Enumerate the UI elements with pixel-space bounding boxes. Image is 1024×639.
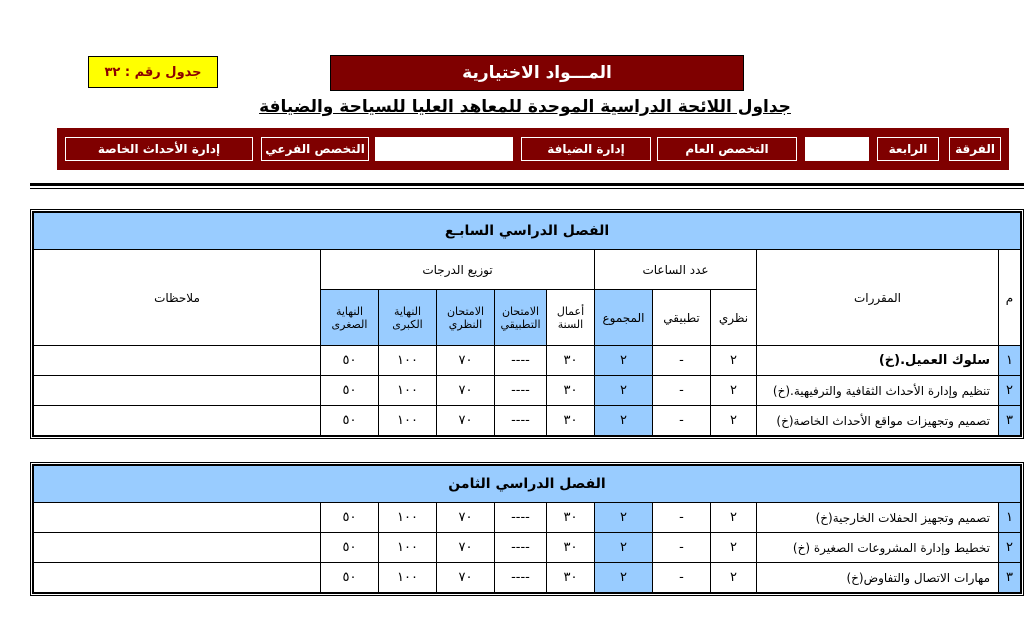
max-final: ١٠٠ — [379, 376, 437, 406]
row-index: ١ — [999, 503, 1021, 533]
col-index: م — [999, 250, 1021, 346]
course-name: تصميم وتجهيزات مواقع الأحداث الخاصة(خ) — [757, 406, 999, 436]
max-final: ١٠٠ — [379, 503, 437, 533]
divider — [30, 183, 1024, 186]
sub-spec-label: التخصص الفرعي — [261, 137, 369, 161]
year-work: ٣٠ — [547, 503, 595, 533]
theory-hours: ٢ — [711, 346, 757, 376]
practical-exam: ---- — [495, 503, 547, 533]
year-work: ٣٠ — [547, 376, 595, 406]
theory-exam: ٧٠ — [437, 406, 495, 436]
practical-hours: - — [653, 376, 711, 406]
semester-title: الفصل الدراسي الثامن — [34, 466, 1021, 503]
sub-spec-value: إدارة الأحداث الخاصة — [65, 137, 253, 161]
total-hours: ٢ — [595, 533, 653, 563]
total-hours: ٢ — [595, 503, 653, 533]
divider — [30, 188, 1024, 189]
col-courses: المقررات — [757, 250, 999, 346]
course-name: سلوك العميل.(خ) — [757, 346, 999, 376]
col-notes: ملاحظات — [34, 250, 321, 346]
total-hours: ٢ — [595, 346, 653, 376]
notes — [34, 346, 321, 376]
practical-hours: - — [653, 346, 711, 376]
course-name: مهارات الاتصال والتفاوض(خ) — [757, 563, 999, 593]
theory-exam: ٧٠ — [437, 503, 495, 533]
col-practical-exam: الامتحان التطبيقي — [495, 290, 547, 346]
min-final: ٥٠ — [321, 376, 379, 406]
year-value: الرابعة — [877, 137, 939, 161]
semester-title: الفصل الدراسي السابـع — [34, 213, 1021, 250]
theory-exam: ٧٠ — [437, 376, 495, 406]
col-year-work: أعمال السنة — [547, 290, 595, 346]
notes — [34, 563, 321, 593]
table-row — [34, 406, 1021, 436]
year-work: ٣٠ — [547, 563, 595, 593]
notes — [34, 503, 321, 533]
info-band — [57, 128, 1009, 170]
theory-exam: ٧٠ — [437, 563, 495, 593]
min-final: ٥٠ — [321, 406, 379, 436]
table-number-badge: جدول رقم : ٣٢ — [88, 56, 218, 88]
col-hours: عدد الساعات — [595, 250, 757, 290]
table-row — [34, 533, 1021, 563]
theory-hours: ٢ — [711, 503, 757, 533]
row-index: ٣ — [999, 406, 1021, 436]
col-theory: نظري — [711, 290, 757, 346]
table-row — [34, 563, 1021, 593]
practical-hours: - — [653, 503, 711, 533]
min-final: ٥٠ — [321, 563, 379, 593]
col-practical: تطبيقي — [653, 290, 711, 346]
min-final: ٥٠ — [321, 503, 379, 533]
year-work: ٣٠ — [547, 406, 595, 436]
notes — [34, 376, 321, 406]
min-final: ٥٠ — [321, 346, 379, 376]
course-name: تصميم وتجهيز الحفلات الخارجية(خ) — [757, 503, 999, 533]
practical-exam: ---- — [495, 406, 547, 436]
blank-cell — [375, 137, 513, 161]
year-work: ٣٠ — [547, 346, 595, 376]
semester-7-table — [30, 209, 1024, 439]
min-final: ٥٠ — [321, 533, 379, 563]
theory-hours: ٢ — [711, 533, 757, 563]
row-index: ٢ — [999, 376, 1021, 406]
col-theory-exam: الامتحان النظري — [437, 290, 495, 346]
notes — [34, 533, 321, 563]
practical-hours: - — [653, 533, 711, 563]
max-final: ١٠٠ — [379, 533, 437, 563]
col-total: المجموع — [595, 290, 653, 346]
row-index: ٣ — [999, 563, 1021, 593]
blank-cell — [805, 137, 869, 161]
general-spec-value: إدارة الضيافة — [521, 137, 651, 161]
table-row — [34, 503, 1021, 533]
theory-exam: ٧٠ — [437, 346, 495, 376]
max-final: ١٠٠ — [379, 406, 437, 436]
total-hours: ٢ — [595, 563, 653, 593]
row-index: ١ — [999, 346, 1021, 376]
practical-hours: - — [653, 406, 711, 436]
general-spec-label: التخصص العام — [657, 137, 797, 161]
table-row — [34, 376, 1021, 406]
practical-hours: - — [653, 563, 711, 593]
page-subtitle: جداول اللائحة الدراسية الموحدة للمعاهد العليا للسياحة والضيافة — [259, 97, 791, 117]
total-hours: ٢ — [595, 376, 653, 406]
col-grades: توزيع الدرجات — [321, 250, 595, 290]
semester-8-table — [30, 462, 1024, 596]
page-title: المـــواد الاختيارية — [330, 55, 744, 91]
theory-hours: ٢ — [711, 376, 757, 406]
year-work: ٣٠ — [547, 533, 595, 563]
practical-exam: ---- — [495, 376, 547, 406]
row-index: ٢ — [999, 533, 1021, 563]
col-max-final: النهاية الكبرى — [379, 290, 437, 346]
max-final: ١٠٠ — [379, 346, 437, 376]
table-row — [34, 346, 1021, 376]
notes — [34, 406, 321, 436]
theory-exam: ٧٠ — [437, 533, 495, 563]
col-min-final: النهاية الصغرى — [321, 290, 379, 346]
practical-exam: ---- — [495, 346, 547, 376]
practical-exam: ---- — [495, 533, 547, 563]
total-hours: ٢ — [595, 406, 653, 436]
year-label: الفرقة — [949, 137, 1001, 161]
practical-exam: ---- — [495, 563, 547, 593]
course-name: تخطيط وإدارة المشروعات الصغيرة (خ) — [757, 533, 999, 563]
theory-hours: ٢ — [711, 406, 757, 436]
max-final: ١٠٠ — [379, 563, 437, 593]
course-name: تنظيم وإدارة الأحداث الثقافية والترفيهية.(خ) — [757, 376, 999, 406]
theory-hours: ٢ — [711, 563, 757, 593]
